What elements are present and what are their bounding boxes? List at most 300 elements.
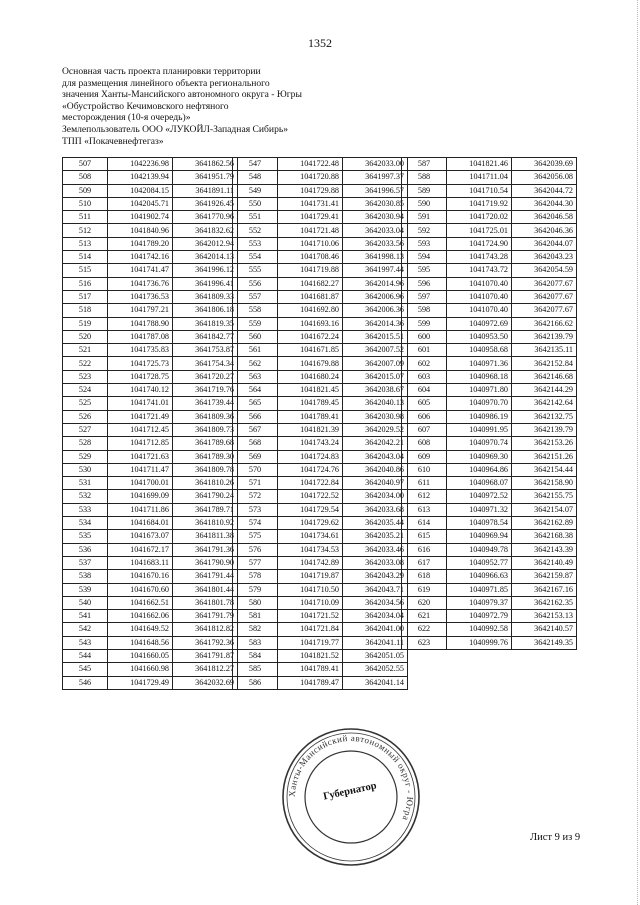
point-number-cell: 511 — [63, 211, 108, 224]
y-coordinate-cell: 3642044.30 — [512, 197, 577, 210]
point-number-cell: 527 — [63, 423, 108, 436]
point-number-cell: 528 — [63, 437, 108, 450]
y-coordinate-cell: 3641770.96 — [173, 211, 238, 224]
x-coordinate-cell: 1041660.98 — [108, 663, 173, 676]
point-number-cell: 544 — [63, 649, 108, 662]
table-row — [233, 596, 408, 609]
y-coordinate-cell: 3642030.94 — [343, 211, 408, 224]
point-number-cell: 516 — [63, 277, 108, 290]
table-row — [402, 463, 577, 476]
table-row — [63, 344, 238, 357]
x-coordinate-cell: 1040970.70 — [447, 397, 512, 410]
point-number-cell: 589 — [402, 184, 447, 197]
y-coordinate-cell: 3642015.07 — [343, 370, 408, 383]
table-row — [63, 623, 238, 636]
y-coordinate-cell: 3642043.23 — [512, 251, 577, 264]
x-coordinate-cell: 1041821.45 — [278, 384, 343, 397]
y-coordinate-cell: 3642054.59 — [512, 264, 577, 277]
point-number-cell: 542 — [63, 623, 108, 636]
point-number-cell: 512 — [63, 224, 108, 237]
x-coordinate-cell: 1041681.87 — [278, 290, 343, 303]
table-row — [402, 211, 577, 224]
table-row — [402, 384, 577, 397]
y-coordinate-cell: 3642051.05 — [343, 649, 408, 662]
y-coordinate-cell: 3642040.97 — [343, 477, 408, 490]
point-number-cell: 611 — [402, 477, 447, 490]
coordinates-table-1 — [62, 157, 238, 690]
point-number-cell: 515 — [63, 264, 108, 277]
header-line: Землепользователь ООО «ЛУКОЙЛ-Западная Сибирь» — [62, 123, 289, 135]
table-row — [233, 623, 408, 636]
y-coordinate-cell: 3641811.38 — [173, 530, 238, 543]
x-coordinate-cell: 1041729.62 — [278, 517, 343, 530]
y-coordinate-cell: 3642034.00 — [343, 490, 408, 503]
point-number-cell: 540 — [63, 596, 108, 609]
point-number-cell: 620 — [402, 596, 447, 609]
point-number-cell: 615 — [402, 530, 447, 543]
y-coordinate-cell: 3642035.44 — [343, 517, 408, 530]
x-coordinate-cell: 1041724.90 — [447, 237, 512, 250]
x-coordinate-cell: 1041729.49 — [108, 676, 173, 689]
x-coordinate-cell: 1041671.85 — [278, 344, 343, 357]
point-number-cell: 529 — [63, 450, 108, 463]
table-row — [402, 503, 577, 516]
point-number-cell: 619 — [402, 583, 447, 596]
x-coordinate-cell: 1041711.86 — [108, 503, 173, 516]
x-coordinate-cell: 1040952.77 — [447, 556, 512, 569]
header-line: месторождения (10-я очередь)» — [62, 112, 191, 124]
point-number-cell: 549 — [233, 184, 278, 197]
x-coordinate-cell: 1041660.05 — [108, 649, 173, 662]
y-coordinate-cell: 3642052.55 — [343, 663, 408, 676]
y-coordinate-cell: 3641998.13 — [343, 251, 408, 264]
table-row — [233, 477, 408, 490]
x-coordinate-cell: 1041721.84 — [278, 623, 343, 636]
table-row — [63, 370, 238, 383]
y-coordinate-cell: 3642135.11 — [512, 344, 577, 357]
x-coordinate-cell: 1041649.52 — [108, 623, 173, 636]
y-coordinate-cell: 3642167.16 — [512, 583, 577, 596]
document-header — [62, 66, 382, 147]
x-coordinate-cell: 1040953.50 — [447, 330, 512, 343]
y-coordinate-cell: 3641832.62 — [173, 224, 238, 237]
point-number-cell: 561 — [233, 344, 278, 357]
point-number-cell: 576 — [233, 543, 278, 556]
table-row — [402, 158, 577, 171]
point-number-cell: 535 — [63, 530, 108, 543]
x-coordinate-cell: 1041721.63 — [108, 450, 173, 463]
point-number-cell: 534 — [63, 517, 108, 530]
y-coordinate-cell: 3642035.21 — [343, 530, 408, 543]
header-line: «Обустройство Кечимовского нефтяного — [62, 100, 229, 112]
x-coordinate-cell: 1040971.85 — [447, 583, 512, 596]
x-coordinate-cell: 1041711.47 — [108, 463, 173, 476]
table-row — [63, 437, 238, 450]
y-coordinate-cell: 3641790.24 — [173, 490, 238, 503]
x-coordinate-cell: 1042236.98 — [108, 158, 173, 171]
seal-center-text: Губернатор — [322, 780, 378, 803]
y-coordinate-cell: 3642030.98 — [343, 410, 408, 423]
x-coordinate-cell: 1042139.94 — [108, 171, 173, 184]
table-row — [63, 543, 238, 556]
x-coordinate-cell: 1041797.21 — [108, 304, 173, 317]
point-number-cell: 584 — [233, 649, 278, 662]
x-coordinate-cell: 1041692.80 — [278, 304, 343, 317]
point-number-cell: 553 — [233, 237, 278, 250]
y-coordinate-cell: 3641790.90 — [173, 556, 238, 569]
table-row — [233, 543, 408, 556]
point-number-cell: 543 — [63, 636, 108, 649]
y-coordinate-cell: 3642153.26 — [512, 437, 577, 450]
y-coordinate-cell: 3641891.11 — [173, 184, 238, 197]
point-number-cell: 567 — [233, 423, 278, 436]
y-coordinate-cell: 3641810.26 — [173, 477, 238, 490]
point-number-cell: 616 — [402, 543, 447, 556]
x-coordinate-cell: 1041788.90 — [108, 317, 173, 330]
point-number-cell: 601 — [402, 344, 447, 357]
x-coordinate-cell: 1041789.41 — [278, 663, 343, 676]
table-row — [63, 636, 238, 649]
header-line: ТПП «Покачевнефтегаз» — [62, 135, 164, 147]
table-row — [63, 211, 238, 224]
y-coordinate-cell: 3642034.04 — [343, 610, 408, 623]
y-coordinate-cell: 3641720.27 — [173, 370, 238, 383]
x-coordinate-cell: 1042084.15 — [108, 184, 173, 197]
point-number-cell: 599 — [402, 317, 447, 330]
y-coordinate-cell: 3641809.33 — [173, 290, 238, 303]
table-row — [233, 344, 408, 357]
point-number-cell: 533 — [63, 503, 108, 516]
point-number-cell: 581 — [233, 610, 278, 623]
table-row — [63, 384, 238, 397]
y-coordinate-cell: 3642077.67 — [512, 304, 577, 317]
y-coordinate-cell: 3642030.85 — [343, 197, 408, 210]
point-number-cell: 604 — [402, 384, 447, 397]
y-coordinate-cell: 3642007.09 — [343, 357, 408, 370]
y-coordinate-cell: 3641996.57 — [343, 184, 408, 197]
x-coordinate-cell: 1041708.46 — [278, 251, 343, 264]
point-number-cell: 547 — [233, 158, 278, 171]
table-row — [402, 490, 577, 503]
table-row — [63, 663, 238, 676]
header-line: для размещения линейного объекта регионального — [62, 77, 270, 89]
x-coordinate-cell: 1041741.01 — [108, 397, 173, 410]
table-row — [402, 423, 577, 436]
y-coordinate-cell: 3641809.36 — [173, 410, 238, 423]
table-row — [402, 583, 577, 596]
table-row — [402, 437, 577, 450]
table-row — [402, 397, 577, 410]
y-coordinate-cell: 3641951.79 — [173, 171, 238, 184]
y-coordinate-cell: 3642162.89 — [512, 517, 577, 530]
table-row — [402, 610, 577, 623]
x-coordinate-cell: 1041712.85 — [108, 437, 173, 450]
x-coordinate-cell: 1041711.04 — [447, 171, 512, 184]
point-number-cell: 552 — [233, 224, 278, 237]
point-number-cell: 564 — [233, 384, 278, 397]
y-coordinate-cell: 3642012.94 — [173, 237, 238, 250]
y-coordinate-cell: 3641806.18 — [173, 304, 238, 317]
x-coordinate-cell: 1041725.73 — [108, 357, 173, 370]
point-number-cell: 597 — [402, 290, 447, 303]
x-coordinate-cell: 1041710.50 — [278, 583, 343, 596]
table-row — [233, 184, 408, 197]
table-row — [402, 171, 577, 184]
x-coordinate-cell: 1041735.83 — [108, 344, 173, 357]
y-coordinate-cell: 3642034.56 — [343, 596, 408, 609]
y-coordinate-cell: 3642015.51 — [343, 330, 408, 343]
point-number-cell: 579 — [233, 583, 278, 596]
y-coordinate-cell: 3642006.36 — [343, 304, 408, 317]
x-coordinate-cell: 1041722.52 — [278, 490, 343, 503]
point-number-cell: 621 — [402, 610, 447, 623]
header-line: Основная часть проекта планировки территории — [62, 66, 261, 77]
x-coordinate-cell: 1041743.72 — [447, 264, 512, 277]
y-coordinate-cell: 3642154.44 — [512, 463, 577, 476]
y-coordinate-cell: 3641792.36 — [173, 636, 238, 649]
page-edge-line — [636, 0, 638, 905]
y-coordinate-cell: 3642041.11 — [343, 636, 408, 649]
x-coordinate-cell: 1041742.89 — [278, 556, 343, 569]
y-coordinate-cell: 3642044.72 — [512, 184, 577, 197]
table-row — [63, 503, 238, 516]
point-number-cell: 560 — [233, 330, 278, 343]
table-row — [233, 330, 408, 343]
x-coordinate-cell: 1041728.75 — [108, 370, 173, 383]
x-coordinate-cell: 1040969.30 — [447, 450, 512, 463]
point-number-cell: 517 — [63, 290, 108, 303]
x-coordinate-cell: 1041683.11 — [108, 556, 173, 569]
table-row — [233, 158, 408, 171]
point-number-cell: 556 — [233, 277, 278, 290]
y-coordinate-cell: 3642029.52 — [343, 423, 408, 436]
table-row — [233, 171, 408, 184]
table-row — [402, 184, 577, 197]
y-coordinate-cell: 3641801.44 — [173, 583, 238, 596]
x-coordinate-cell: 1041729.41 — [278, 211, 343, 224]
table-row — [63, 610, 238, 623]
point-number-cell: 583 — [233, 636, 278, 649]
x-coordinate-cell: 1041710.06 — [278, 237, 343, 250]
x-coordinate-cell: 1041724.83 — [278, 450, 343, 463]
x-coordinate-cell: 1040972.69 — [447, 317, 512, 330]
x-coordinate-cell: 1040970.74 — [447, 437, 512, 450]
x-coordinate-cell: 1041648.56 — [108, 636, 173, 649]
y-coordinate-cell: 3641753.87 — [173, 344, 238, 357]
point-number-cell: 550 — [233, 197, 278, 210]
y-coordinate-cell: 3642033.08 — [343, 556, 408, 569]
table-row — [233, 251, 408, 264]
x-coordinate-cell: 1041070.40 — [447, 290, 512, 303]
table-row — [233, 304, 408, 317]
x-coordinate-cell: 1041670.16 — [108, 570, 173, 583]
table-row — [402, 636, 577, 649]
table-row — [233, 530, 408, 543]
x-coordinate-cell: 1041682.27 — [278, 277, 343, 290]
x-coordinate-cell: 1041719.92 — [447, 197, 512, 210]
x-coordinate-cell: 1041699.09 — [108, 490, 173, 503]
point-number-cell: 546 — [63, 676, 108, 689]
x-coordinate-cell: 1040972.79 — [447, 610, 512, 623]
table-row — [63, 277, 238, 290]
x-coordinate-cell: 1041722.84 — [278, 477, 343, 490]
table-row — [63, 290, 238, 303]
point-number-cell: 525 — [63, 397, 108, 410]
y-coordinate-cell: 3642168.38 — [512, 530, 577, 543]
table-row — [402, 224, 577, 237]
x-coordinate-cell: 1041741.47 — [108, 264, 173, 277]
y-coordinate-cell: 3642149.35 — [512, 636, 577, 649]
y-coordinate-cell: 3642040.13 — [343, 397, 408, 410]
y-coordinate-cell: 3642014.13 — [173, 251, 238, 264]
table-row — [402, 277, 577, 290]
table-row — [63, 490, 238, 503]
table-row — [233, 277, 408, 290]
y-coordinate-cell: 3642040.86 — [343, 463, 408, 476]
point-number-cell: 602 — [402, 357, 447, 370]
x-coordinate-cell: 1041662.06 — [108, 610, 173, 623]
point-number-cell: 518 — [63, 304, 108, 317]
x-coordinate-cell: 1040949.78 — [447, 543, 512, 556]
point-number-cell: 585 — [233, 663, 278, 676]
x-coordinate-cell: 1040991.95 — [447, 423, 512, 436]
table-row — [63, 397, 238, 410]
point-number-cell: 587 — [402, 158, 447, 171]
y-coordinate-cell: 3642139.79 — [512, 330, 577, 343]
x-coordinate-cell: 1041670.60 — [108, 583, 173, 596]
table-row — [402, 517, 577, 530]
y-coordinate-cell: 3642077.67 — [512, 290, 577, 303]
table-row — [63, 304, 238, 317]
point-number-cell: 565 — [233, 397, 278, 410]
x-coordinate-cell: 1041720.02 — [447, 211, 512, 224]
y-coordinate-cell: 3642042.21 — [343, 437, 408, 450]
point-number-cell: 575 — [233, 530, 278, 543]
point-number-cell: 574 — [233, 517, 278, 530]
governor-seal-stamp — [276, 722, 426, 872]
point-number-cell: 530 — [63, 463, 108, 476]
point-number-cell: 551 — [233, 211, 278, 224]
point-number-cell: 562 — [233, 357, 278, 370]
point-number-cell: 538 — [63, 570, 108, 583]
x-coordinate-cell: 1041736.76 — [108, 277, 173, 290]
table-row — [63, 556, 238, 569]
x-coordinate-cell: 1041700.01 — [108, 477, 173, 490]
table-row — [233, 636, 408, 649]
x-coordinate-cell: 1041684.01 — [108, 517, 173, 530]
point-number-cell: 603 — [402, 370, 447, 383]
y-coordinate-cell: 3642033.00 — [343, 158, 408, 171]
x-coordinate-cell: 1040992.58 — [447, 623, 512, 636]
table-row — [63, 410, 238, 423]
table-row — [233, 570, 408, 583]
x-coordinate-cell: 1041680.24 — [278, 370, 343, 383]
coordinates-table-3 — [401, 157, 577, 650]
point-number-cell: 609 — [402, 450, 447, 463]
point-number-cell: 568 — [233, 437, 278, 450]
x-coordinate-cell: 1040971.80 — [447, 384, 512, 397]
x-coordinate-cell: 1041729.88 — [278, 184, 343, 197]
x-coordinate-cell: 1040971.32 — [447, 503, 512, 516]
point-number-cell: 554 — [233, 251, 278, 264]
table-row — [63, 463, 238, 476]
y-coordinate-cell: 3642140.57 — [512, 623, 577, 636]
table-row — [233, 490, 408, 503]
point-number-cell: 617 — [402, 556, 447, 569]
x-coordinate-cell: 1040999.76 — [447, 636, 512, 649]
table-row — [233, 503, 408, 516]
table-row — [63, 237, 238, 250]
point-number-cell: 595 — [402, 264, 447, 277]
table-row — [63, 184, 238, 197]
x-coordinate-cell: 1041731.41 — [278, 197, 343, 210]
point-number-cell: 513 — [63, 237, 108, 250]
table-row — [63, 171, 238, 184]
table-row — [63, 596, 238, 609]
y-coordinate-cell: 3642043.29 — [343, 570, 408, 583]
point-number-cell: 536 — [63, 543, 108, 556]
x-coordinate-cell: 1041789.47 — [278, 676, 343, 689]
y-coordinate-cell: 3641842.77 — [173, 330, 238, 343]
x-coordinate-cell: 1040964.86 — [447, 463, 512, 476]
y-coordinate-cell: 3642032.69 — [173, 676, 238, 689]
point-number-cell: 555 — [233, 264, 278, 277]
point-number-cell: 522 — [63, 357, 108, 370]
y-coordinate-cell: 3642152.84 — [512, 357, 577, 370]
table-row — [63, 649, 238, 662]
point-number-cell: 558 — [233, 304, 278, 317]
x-coordinate-cell: 1041710.54 — [447, 184, 512, 197]
x-coordinate-cell: 1040968.18 — [447, 370, 512, 383]
point-number-cell: 612 — [402, 490, 447, 503]
table-row — [233, 264, 408, 277]
point-number-cell: 521 — [63, 344, 108, 357]
y-coordinate-cell: 3642033.68 — [343, 503, 408, 516]
x-coordinate-cell: 1041743.28 — [447, 251, 512, 264]
table-row — [233, 197, 408, 210]
x-coordinate-cell: 1041672.17 — [108, 543, 173, 556]
table-row — [402, 197, 577, 210]
y-coordinate-cell: 3642038.67 — [343, 384, 408, 397]
point-number-cell: 570 — [233, 463, 278, 476]
table-row — [402, 570, 577, 583]
x-coordinate-cell: 1041902.74 — [108, 211, 173, 224]
point-number-cell: 573 — [233, 503, 278, 516]
table-row — [402, 344, 577, 357]
seal-ring-text: Ханты-Мансийский автономный округ - Югра — [286, 732, 416, 823]
x-coordinate-cell: 1040958.68 — [447, 344, 512, 357]
y-coordinate-cell: 3641926.45 — [173, 197, 238, 210]
y-coordinate-cell: 3641791.79 — [173, 610, 238, 623]
y-coordinate-cell: 3641997.44 — [343, 264, 408, 277]
table-row — [63, 450, 238, 463]
x-coordinate-cell: 1041724.76 — [278, 463, 343, 476]
x-coordinate-cell: 1041821.46 — [447, 158, 512, 171]
x-coordinate-cell: 1041736.53 — [108, 290, 173, 303]
table-row — [233, 649, 408, 662]
table-row — [233, 224, 408, 237]
table-row — [233, 410, 408, 423]
table-row — [233, 610, 408, 623]
point-number-cell: 545 — [63, 663, 108, 676]
point-number-cell: 593 — [402, 237, 447, 250]
y-coordinate-cell: 3641754.34 — [173, 357, 238, 370]
table-row — [402, 330, 577, 343]
y-coordinate-cell: 3642041.14 — [343, 676, 408, 689]
table-row — [402, 251, 577, 264]
point-number-cell: 510 — [63, 197, 108, 210]
table-row — [63, 317, 238, 330]
